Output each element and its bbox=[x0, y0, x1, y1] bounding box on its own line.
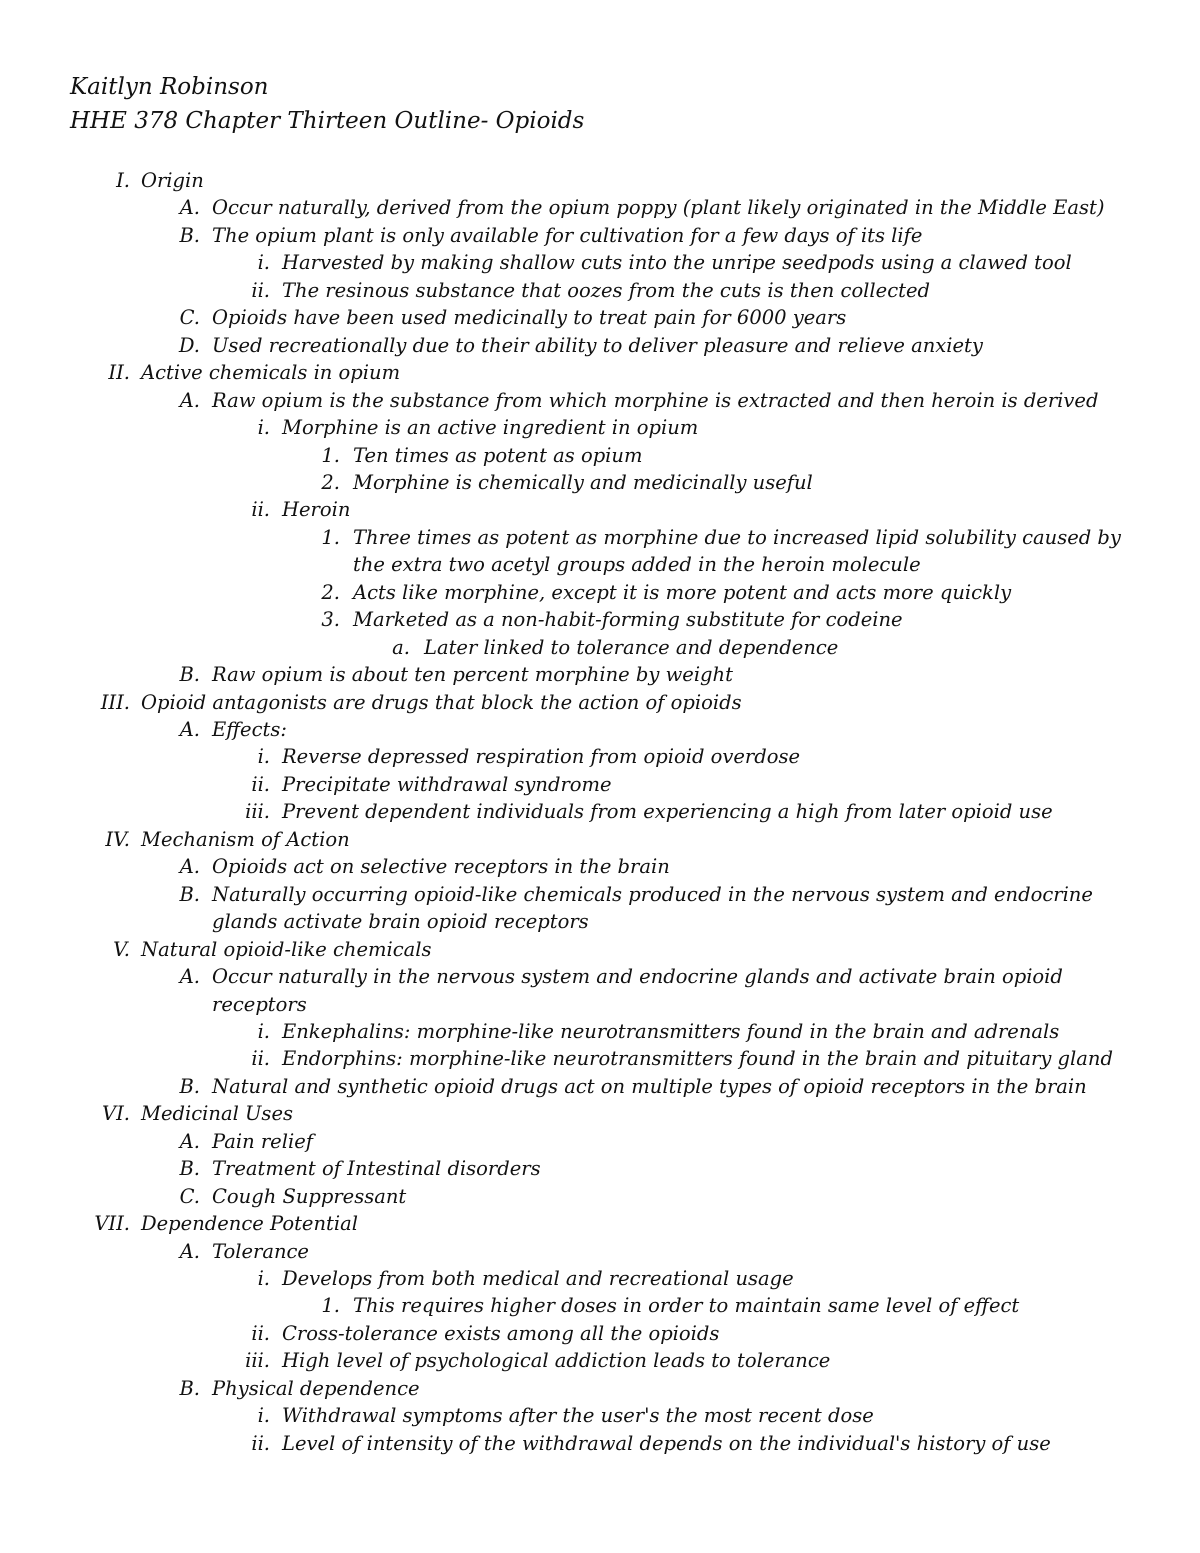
outline-text: the extra two acetyl groups added in the heroin molecule bbox=[353, 553, 921, 577]
outline-marker: B. bbox=[179, 663, 200, 687]
outline-text: Tolerance bbox=[212, 1239, 309, 1263]
outline-text: Acts like morphine, except it is more potent and acts more quickly bbox=[353, 580, 1012, 604]
outline-text: receptors bbox=[212, 992, 307, 1016]
outline-marker: B. bbox=[179, 882, 200, 906]
outline-text: This requires higher doses in order to maintain same level of effect bbox=[353, 1294, 1020, 1318]
outline-marker: iii. bbox=[245, 1349, 270, 1373]
outline-marker: i. bbox=[257, 1267, 270, 1290]
outline-text: Opioids have been used medicinally to treat pain for 6000 years bbox=[212, 306, 847, 330]
outline-text: Dependence Potential bbox=[141, 1212, 358, 1236]
outline-marker: B. bbox=[179, 223, 200, 247]
outline-text: Occur naturally, derived from the opium poppy (plant likely originated in the Middle East) bbox=[212, 196, 1105, 220]
outline-marker: A. bbox=[179, 965, 200, 989]
outline-text: Raw opium is the substance from which morphine is extracted and then heroin is derived bbox=[212, 388, 1099, 412]
outline-marker: i. bbox=[257, 745, 270, 769]
outline-text: Endorphins: morphine-like neurotransmitters found in the brain and pituitary gland bbox=[282, 1047, 1113, 1071]
outline-marker: 1. bbox=[321, 443, 340, 467]
outline-text: Treatment of Intestinal disorders bbox=[212, 1157, 541, 1181]
outline-text: Opioids act on selective receptors in the brain bbox=[212, 855, 670, 879]
outline-marker: i. bbox=[257, 1019, 270, 1043]
outline-text: Later linked to tolerance and dependence bbox=[424, 635, 839, 659]
outline-text: Morphine is chemically and medicinally useful bbox=[353, 470, 813, 494]
outline-text: Precipitate withdrawal syndrome bbox=[282, 772, 612, 796]
author-name: Kaitlyn Robinson bbox=[70, 74, 269, 100]
outline-marker: 1. bbox=[321, 1294, 340, 1318]
outline-text: Used recreationally due to their ability to deliver pleasure and relieve anxiety bbox=[212, 333, 983, 357]
outline-marker: B. bbox=[179, 1074, 200, 1098]
outline-text: glands activate brain opioid receptors bbox=[212, 910, 589, 934]
outline-marker: ii. bbox=[251, 1047, 270, 1071]
outline-marker: ii. bbox=[251, 1321, 270, 1345]
outline-marker: i. bbox=[257, 251, 270, 275]
outline-marker: i. bbox=[257, 1404, 270, 1428]
outline-marker: A. bbox=[179, 196, 200, 220]
outline-text: Mechanism of Action bbox=[141, 827, 350, 851]
outline-marker: V. bbox=[113, 937, 130, 961]
outline-text: Ten times as potent as opium bbox=[353, 443, 643, 467]
outline-text: Medicinal Uses bbox=[141, 1102, 293, 1126]
outline-marker: A. bbox=[179, 388, 200, 412]
outline-marker: ii. bbox=[251, 278, 270, 302]
outline-marker: III. bbox=[100, 690, 130, 714]
outline-marker: II. bbox=[108, 361, 130, 385]
outline-text: Natural opioid-like chemicals bbox=[141, 937, 432, 961]
outline-text: The opium plant is only available for cultivation for a few days of its life bbox=[212, 223, 923, 247]
outline-text: Morphine is an active ingredient in opium bbox=[282, 416, 699, 440]
outline-marker: I. bbox=[116, 169, 130, 192]
outline-text: Three times as potent as morphine due to increased lipid solubility caused by bbox=[353, 525, 1121, 549]
outline-text: Heroin bbox=[282, 498, 351, 522]
outline-text: Develops from both medical and recreational usage bbox=[282, 1267, 794, 1290]
outline-text: Enkephalins: morphine-like neurotransmitters found in the brain and adrenals bbox=[282, 1019, 1060, 1043]
outline-text: Occur naturally in the nervous system and endocrine glands and activate brain opioid bbox=[212, 965, 1063, 989]
outline-marker: IV. bbox=[105, 827, 130, 851]
outline-marker: VI. bbox=[102, 1102, 130, 1126]
outline-marker: 2. bbox=[321, 580, 340, 604]
outline-marker: 3. bbox=[321, 608, 340, 632]
outline-marker: A. bbox=[179, 718, 200, 741]
outline-text: Reverse depressed respiration from opioid overdose bbox=[282, 745, 801, 769]
outline-text: Natural and synthetic opioid drugs act on multiple types of opioid receptors in the brain bbox=[212, 1074, 1087, 1098]
outline-text: Effects: bbox=[212, 718, 287, 741]
outline-marker: B. bbox=[179, 1376, 200, 1400]
outline-marker: ii. bbox=[251, 498, 270, 522]
outline-text: Pain relief bbox=[212, 1129, 313, 1153]
outline-text: The resinous substance that oozes from the cuts is then collected bbox=[282, 278, 930, 302]
outline-marker: iii. bbox=[245, 800, 270, 824]
outline-marker: 2. bbox=[321, 470, 340, 494]
outline-marker: D. bbox=[178, 333, 200, 357]
outline-text: Marketed as a non-habit-forming substitute for codeine bbox=[353, 608, 903, 632]
outline-text: Prevent dependent individuals from experiencing a high from later opioid use bbox=[282, 800, 1053, 824]
outline-text: High level of psychological addiction leads to tolerance bbox=[282, 1349, 831, 1373]
outline-text: Opioid antagonists are drugs that block the action of opioids bbox=[141, 690, 742, 714]
outline-text: Active chemicals in opium bbox=[141, 361, 401, 385]
outline-marker: A. bbox=[179, 1129, 200, 1153]
outline-text: Withdrawal symptoms after the user's the most recent dose bbox=[282, 1404, 874, 1428]
outline-marker: ii. bbox=[251, 772, 270, 796]
outline-marker: ii. bbox=[251, 1431, 270, 1455]
outline-marker: A. bbox=[179, 855, 200, 879]
outline-marker: A. bbox=[179, 1239, 200, 1263]
document-title: HHE 378 Chapter Thirteen Outline- Opioids bbox=[70, 108, 585, 134]
outline-text: Level of intensity of the withdrawal depends on the individual's history of use bbox=[282, 1431, 1051, 1455]
outline-text: Harvested by making shallow cuts into the unripe seedpods using a clawed tool bbox=[282, 251, 1072, 275]
outline-marker: VII. bbox=[94, 1212, 130, 1236]
outline-text: Naturally occurring opioid-like chemicals produced in the nervous system and endocrine bbox=[212, 882, 1093, 906]
outline-marker: B. bbox=[179, 1157, 200, 1181]
outline-text: Raw opium is about ten percent morphine by weight bbox=[212, 663, 733, 687]
outline-text: Cross-tolerance exists among all the opioids bbox=[282, 1321, 720, 1345]
outline-marker: C. bbox=[179, 1184, 200, 1208]
outline-marker: 1. bbox=[321, 525, 340, 549]
outline-marker: C. bbox=[179, 306, 200, 330]
outline-text: Cough Suppressant bbox=[212, 1184, 407, 1208]
outline-marker: i. bbox=[257, 416, 270, 440]
outline-text: Physical dependence bbox=[212, 1376, 420, 1400]
outline-marker: a. bbox=[392, 635, 410, 659]
outline-text: Origin bbox=[141, 169, 204, 192]
